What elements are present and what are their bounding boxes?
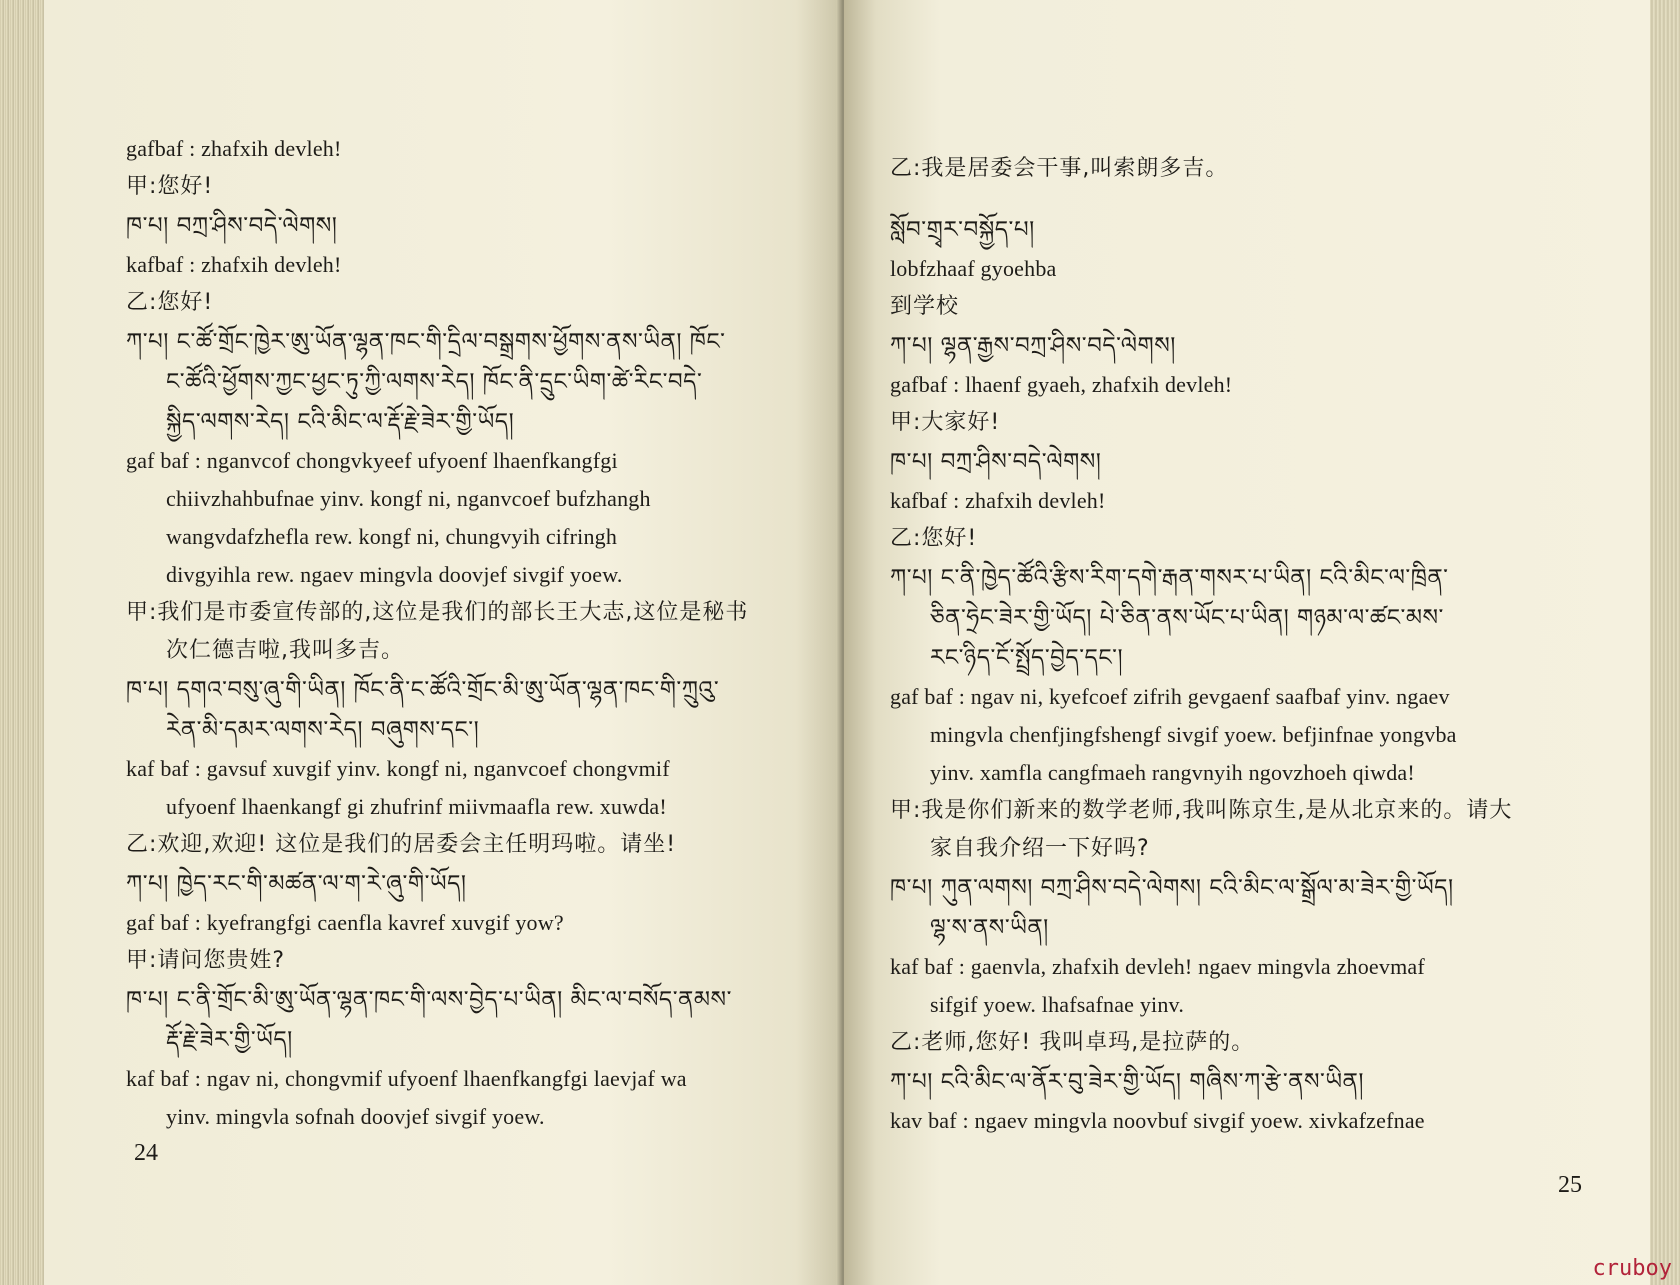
page-number-right: 25 [1558,1172,1582,1198]
right-page-line: 乙:我是居委会干事,叫索朗多吉。 [890,156,1229,181]
right-page-line: 乙:您好! [890,526,978,551]
right-page-text [890,150,1615,1140]
left-page-line: ང་ཚོའི་ཕྱོགས་ཀྱང་ཕྱང་ཏུ་ཀྱི་ལགས་རེད། ཁོང་ནི་དྲུང་ཡིག་ཚེ་རིང་བདེ་ [166,369,703,395]
left-page-line: gaf baf : kyefrangfgi caenfla kavref xuvgif yow? [126,910,564,935]
left-page-line: ཀ་པ། ཁྱེད་རང་གི་མཚན་ལ་ག་རེ་ཞུ་གི་ཡོད། [126,871,467,897]
right-page-line: 甲:大家好! [890,410,1001,435]
right-page-line: ལྷ་ས་ནས་ཡིན། [930,915,1049,941]
left-page-text [126,130,826,1136]
right-page-line: yinv. xamfla cangfmaeh rangvnyih ngovzhoeh qiwda! [930,760,1415,785]
left-page-line: gaf baf : nganvcof chongvkyeef ufyoenf lhaenfkangfgi [126,448,618,473]
watermark: cruboy [1592,1256,1672,1281]
left-page-line: ཁ་པ། བཀྲ་ཤིས་བདེ་ལེགས། [126,213,338,239]
right-page-line: ཀ་པ། ང་ནི་ཁྱེད་ཚོའི་རྩིས་རིག་དགེ་རྒན་གསར་པ་ཡིན། ངའི་མིང་ལ་ཁྲིན་ [890,565,1449,591]
left-page-line: yinv. mingvla sofnah doovjef sivgif yoew. [166,1104,545,1129]
right-page-line: སློབ་གྲྭར་བསྐྱོད་པ། [890,217,1035,243]
right-page-line: kafbaf : zhafxih devleh! [890,488,1106,513]
left-page-line: རེན་མི་དམར་ལགས་རེད། བཞུགས་དང་། [166,717,480,743]
right-page-line: mingvla chenfjingfshengf sivgif yoew. befjinfnae yongvba [930,722,1457,747]
right-page-line: ཁ་པ། ཀུན་ལགས། བཀྲ་ཤིས་བདེ་ལེགས། ངའི་མིང་ལ་སྒྲོལ་མ་ཟེར་གྱི་ཡོད། [890,875,1454,901]
page-number-left: 24 [134,1140,158,1166]
book-edge-left [0,0,48,1285]
left-page-line: ཁ་པ། ང་ནི་གྲོང་མི་ཨུ་ཡོན་ལྷན་ཁང་གི་ལས་བྱེད་པ་ཡིན། མིང་ལ་བསོད་ནམས་ [126,987,732,1013]
right-page-line: ཅིན་ཧྲེང་ཟེར་གྱི་ཡོད། པེ་ཅིན་ནས་ཡོང་པ་ཡིན། གཉམ་ལ་ཚང་མས་ [930,605,1444,631]
right-page-line: ཀ་པ། ངའི་མིང་ལ་ནོར་བུ་ཟེར་གྱི་ཡོད། གཞིས་ཀ་རྩེ་ནས་ཡིན། [890,1069,1364,1095]
left-page-line: 乙:欢迎,欢迎! 这位是我们的居委会主任明玛啦。请坐! [126,832,677,857]
right-page-line: 甲:我是你们新来的数学老师,我叫陈京生,是从北京来的。请大 [890,798,1513,823]
left-page-line: རྡོ་རྗེ་ཟེར་གྱི་ཡོད། [166,1027,293,1053]
right-page-line: ཁ་པ། བཀྲ་ཤིས་བདེ་ལེགས། [890,449,1102,475]
left-page-line: 乙:您好! [126,290,214,315]
left-page [44,0,844,1285]
right-page-line: ཀ་པ། ལྷན་རྒྱས་བཀྲ་ཤིས་བདེ་ལེགས། [890,333,1176,359]
right-page-line: lobfzhaaf gyoehba [890,256,1057,281]
left-page-line: gafbaf : zhafxih devleh! [126,136,342,161]
right-page-line: gafbaf : lhaenf gyaeh, zhafxih devleh! [890,372,1233,397]
left-page-line: 甲:请问您贵姓? [126,948,286,973]
left-page-line: ཁ་པ། དགའ་བསུ་ཞུ་གི་ཡིན། ཁོང་ནི་ང་ཚོའི་གྲོང་མི་ཨུ་ཡོན་ལྷན་ཁང་གི་ཀྲུའུ་ [126,677,720,703]
book-edge-right [1650,0,1680,1285]
left-page-line: kafbaf : zhafxih devleh! [126,252,342,277]
right-page-line: sifgif yoew. lhafsafnae yinv. [930,992,1185,1017]
right-page [844,0,1652,1285]
right-page-line: 到学校 [890,294,960,319]
right-page-line: gaf baf : ngav ni, kyefcoef zifrih gevgaenf saafbaf yinv. ngaev [890,684,1450,709]
left-page-line: kaf baf : gavsuf xuvgif yinv. kongf ni, nganvcoef chongvmif [126,756,670,781]
right-page-line [890,188,1615,210]
right-page-line: རང་ཉིད་ངོ་སྤྲོད་བྱེད་དང་། [930,645,1124,671]
left-page-line: chiivzhahbufnae yinv. kongf ni, nganvcoef bufzhangh [166,486,651,511]
right-page-line: 乙:老师,您好! 我叫卓玛,是拉萨的。 [890,1030,1255,1055]
left-page-line: 甲:我们是市委宣传部的,这位是我们的部长王大志,这位是秘书 [126,600,749,625]
left-page-line: divgyihla rew. ngaev mingvla doovjef sivgif yoew. [166,562,623,587]
left-page-line: wangvdafzhefla rew. kongf ni, chungvyih cifringh [166,524,618,549]
left-page-line: 甲:您好! [126,174,214,199]
left-page-line: ufyoenf lhaenkangf gi zhufrinf miivmaafla rew. xuwda! [166,794,667,819]
left-page-line: ཀ་པ། ང་ཚོ་གྲོང་ཁྱེར་ཨུ་ཡོན་ལྷན་ཁང་གི་དྲིལ་བསྒྲགས་ཕྱོགས་ནས་ཡིན། ཁོང་ [126,329,726,355]
left-page-line: 次仁德吉啦,我叫多吉。 [166,638,404,663]
right-page-line: 家自我介绍一下好吗? [930,836,1150,861]
right-page-line: kav baf : ngaev mingvla noovbuf sivgif yoew. xivkafzefnae [890,1108,1425,1133]
left-page-line: kaf baf : ngav ni, chongvmif ufyoenf lhaenfkangfgi laevjaf wa [126,1066,687,1091]
left-page-line: སྐྱིད་ལགས་རེད། ངའི་མིང་ལ་རྡོ་རྗེ་ཟེར་གྱི་ཡོད། [166,409,515,435]
right-page-line: kaf baf : gaenvla, zhafxih devleh! ngaev mingvla zhoevmaf [890,954,1425,979]
